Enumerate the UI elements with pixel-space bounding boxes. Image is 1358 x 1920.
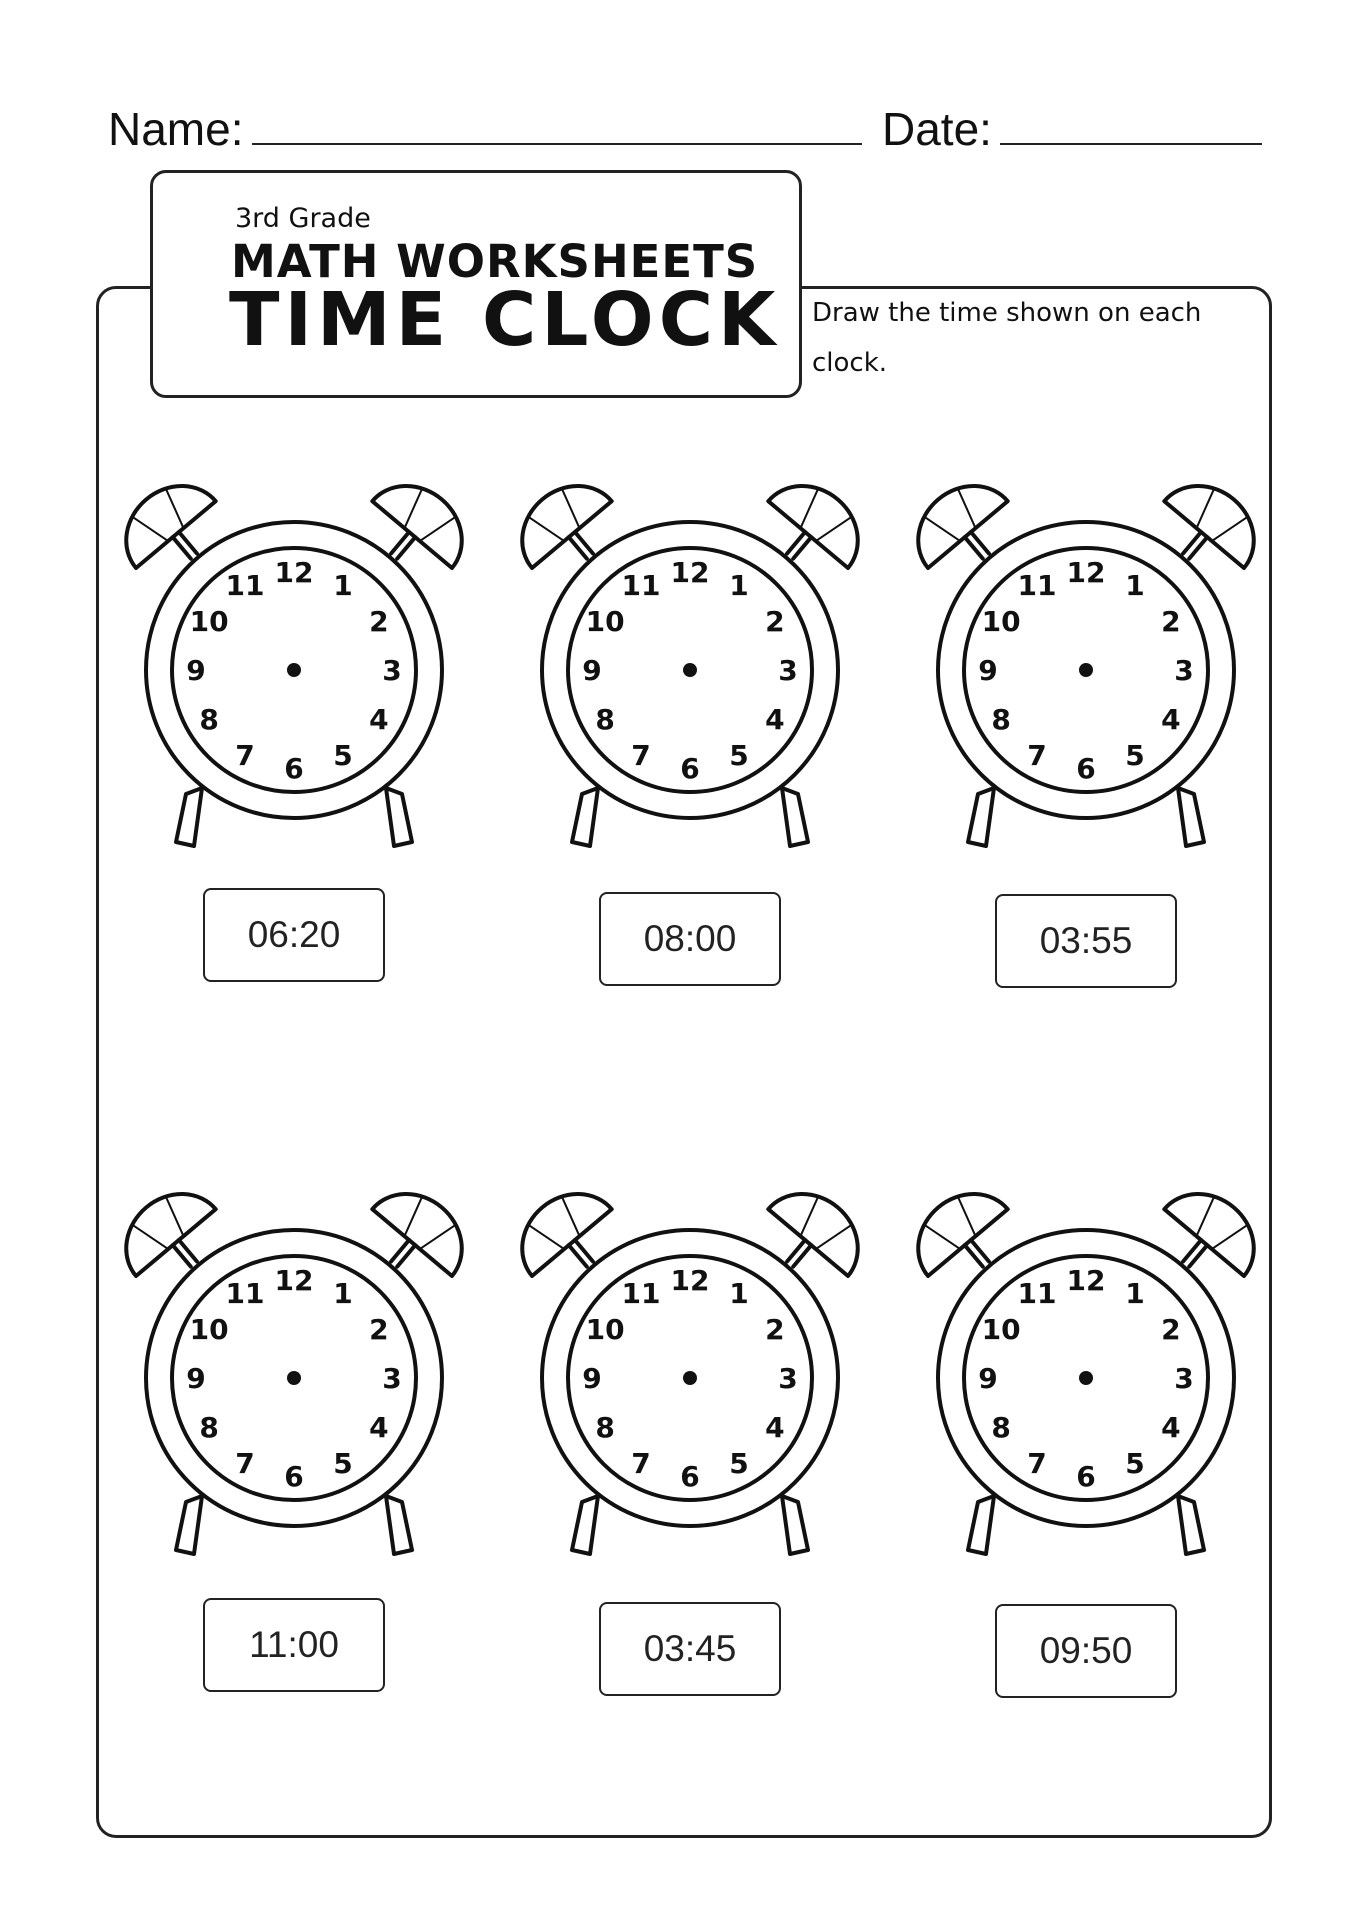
clock-leg-icon (782, 788, 808, 846)
clock-number: 3 (1174, 654, 1194, 687)
clock-number: 2 (1161, 605, 1181, 638)
clock-number: 2 (369, 1313, 389, 1346)
clock-number: 12 (1066, 556, 1106, 589)
clock-number: 4 (1161, 1411, 1181, 1444)
clock-leg-icon (176, 788, 202, 846)
instructions-text: Draw the time shown on each clock. (812, 298, 1202, 378)
clock-number: 9 (582, 654, 602, 687)
clock-number: 2 (1161, 1313, 1181, 1346)
clock-number: 12 (670, 1264, 710, 1297)
clock-number: 8 (991, 703, 1011, 736)
clock-number: 7 (631, 738, 651, 772)
alarm-clock-drawing[interactable] (114, 1168, 474, 1568)
clock-number: 12 (274, 1264, 314, 1297)
clock-number: 10 (585, 605, 625, 638)
clock-number: 5 (729, 1446, 749, 1480)
clock-number: 11 (621, 1277, 661, 1311)
time-label: 11:00 (203, 1598, 385, 1692)
clock-number: 7 (1027, 1446, 1047, 1480)
clock-number: 3 (1174, 1362, 1194, 1395)
clock-number: 7 (631, 1446, 651, 1480)
clock-number: 9 (582, 1362, 602, 1395)
clock-number: 1 (333, 569, 353, 603)
clock-leg-icon (176, 1496, 202, 1554)
time-label: 03:45 (599, 1602, 781, 1696)
clock-number: 5 (333, 1446, 353, 1480)
clock-number: 11 (1017, 1277, 1057, 1311)
clock-number: 1 (1125, 1277, 1145, 1311)
clock-number: 6 (1076, 752, 1096, 785)
time-label: 03:55 (995, 894, 1177, 988)
title-box (150, 170, 802, 398)
clock-number: 11 (1017, 569, 1057, 603)
clock-number: 8 (991, 1411, 1011, 1444)
clock-number: 1 (729, 569, 749, 603)
alarm-clock-drawing[interactable] (510, 1168, 870, 1568)
alarm-clock-drawing[interactable] (906, 460, 1266, 860)
clock-leg-icon (1178, 1496, 1204, 1554)
clock-number: 9 (978, 654, 998, 687)
clock-number: 3 (778, 654, 798, 687)
clock-number: 3 (778, 1362, 798, 1395)
clock-center-dot (287, 663, 301, 677)
clock-number: 12 (274, 556, 314, 589)
clock-center-dot (1079, 663, 1093, 677)
alarm-clock-drawing[interactable] (906, 1168, 1266, 1568)
clock-leg-icon (968, 1496, 994, 1554)
clock-leg-icon (968, 788, 994, 846)
clock-number: 8 (595, 1411, 615, 1444)
clock-number: 6 (680, 752, 700, 785)
clock-number: 4 (369, 1411, 389, 1444)
clock-number: 5 (333, 738, 353, 772)
clock-number: 10 (189, 1313, 229, 1346)
clock-number: 6 (680, 1460, 700, 1493)
clock-leg-icon (1178, 788, 1204, 846)
clock-number: 8 (595, 703, 615, 736)
alarm-clock-drawing[interactable] (510, 460, 870, 860)
clock-number: 6 (284, 1460, 304, 1493)
worksheet-subtitle: MATH WORKSHEETS (231, 235, 759, 288)
worksheet-title: TIME CLOCK (229, 277, 781, 363)
clock-number: 11 (225, 1277, 265, 1311)
clock-number: 12 (1066, 1264, 1106, 1297)
clock-number: 7 (235, 1446, 255, 1480)
clock-leg-icon (572, 1496, 598, 1554)
clock-number: 10 (981, 1313, 1021, 1346)
clock-number: 1 (1125, 569, 1145, 603)
grade-label: 3rd Grade (235, 203, 371, 234)
clock-center-dot (683, 1371, 697, 1385)
clock-number: 11 (225, 569, 265, 603)
name-field[interactable] (252, 143, 862, 145)
date-field[interactable] (1000, 143, 1262, 145)
clock-number: 5 (1125, 738, 1145, 772)
clock-number: 10 (981, 605, 1021, 638)
clock-number: 9 (186, 1362, 206, 1395)
clock-number: 4 (765, 703, 785, 736)
clock-number: 8 (199, 1411, 219, 1444)
clock-number: 1 (729, 1277, 749, 1311)
clock-number: 3 (382, 654, 402, 687)
clock-number: 4 (369, 703, 389, 736)
clock-center-dot (287, 1371, 301, 1385)
clock-number: 4 (765, 1411, 785, 1444)
clock-number: 5 (1125, 1446, 1145, 1480)
name-label: Name: (108, 103, 244, 155)
clock-number: 9 (186, 654, 206, 687)
clock-leg-icon (386, 788, 412, 846)
time-label: 08:00 (599, 892, 781, 986)
time-label: 09:50 (995, 1604, 1177, 1698)
clock-leg-icon (386, 1496, 412, 1554)
date-label: Date: (882, 103, 992, 155)
time-label: 06:20 (203, 888, 385, 982)
clock-center-dot (1079, 1371, 1093, 1385)
clock-number: 10 (585, 1313, 625, 1346)
clock-number: 6 (1076, 1460, 1096, 1493)
clock-number: 1 (333, 1277, 353, 1311)
alarm-clock-drawing[interactable] (114, 460, 474, 860)
clock-number: 2 (765, 605, 785, 638)
clock-leg-icon (782, 1496, 808, 1554)
clock-number: 2 (765, 1313, 785, 1346)
clock-number: 5 (729, 738, 749, 772)
clock-number: 7 (235, 738, 255, 772)
clock-number: 11 (621, 569, 661, 603)
clock-leg-icon (572, 788, 598, 846)
clock-number: 12 (670, 556, 710, 589)
clock-number: 9 (978, 1362, 998, 1395)
clock-number: 8 (199, 703, 219, 736)
clock-number: 3 (382, 1362, 402, 1395)
clock-number: 10 (189, 605, 229, 638)
clock-number: 4 (1161, 703, 1181, 736)
clock-number: 2 (369, 605, 389, 638)
clock-number: 7 (1027, 738, 1047, 772)
clock-number: 6 (284, 752, 304, 785)
clock-center-dot (683, 663, 697, 677)
